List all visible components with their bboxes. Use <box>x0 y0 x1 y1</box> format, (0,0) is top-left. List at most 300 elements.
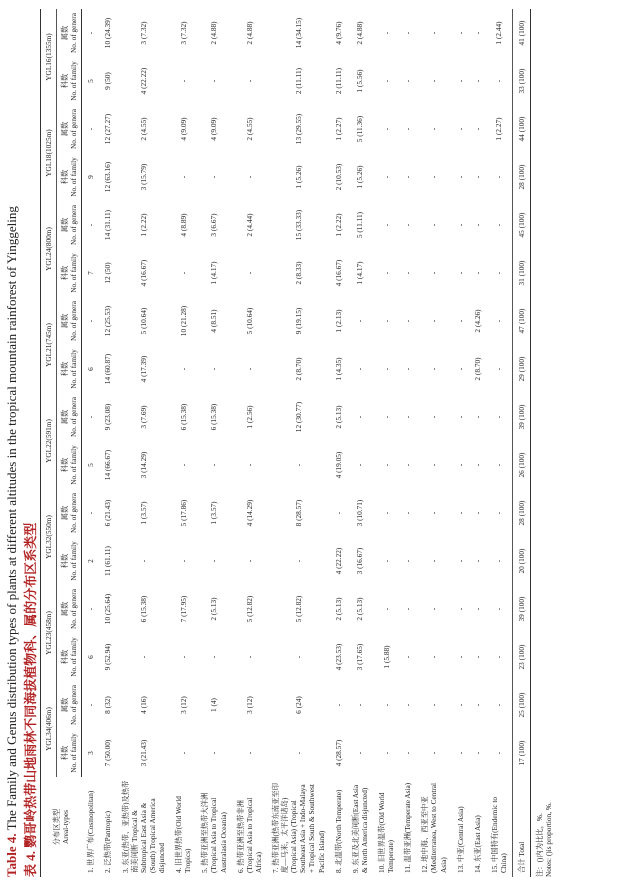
family-count-cell: - <box>429 271 439 275</box>
family-count-cell: 2 (8.70) <box>472 357 482 381</box>
genera-count-cell: 5 (10.64) <box>244 307 254 335</box>
family-count-cell: - <box>472 79 482 83</box>
genera-count-cell: 12 (30.77) <box>293 401 303 433</box>
family-count-cell: - <box>455 367 465 371</box>
genera-count-cell: - <box>429 703 439 707</box>
family-header-en: No. of family <box>69 541 79 581</box>
family-count-cell: - <box>138 559 148 563</box>
family-count-cell: - <box>403 559 413 563</box>
family-count-cell: - <box>429 751 439 755</box>
family-count-cell: 1 (5.26) <box>293 165 303 189</box>
genera-count-cell: 2 (4.88) <box>244 21 254 45</box>
genera-count-cell: - <box>403 511 413 515</box>
areal-type-name: 7. 热带亚洲(热带东南亚至印度—马来，太平洋诸岛) (Tropical Asia) (Tropical Southeast Asia + Indo-Malaya + Tropical South & Southwest Pacific Island) <box>270 783 326 873</box>
genera-count-cell: - <box>381 223 391 227</box>
genera-count-header <box>57 489 82 537</box>
genera-count-cell: 2 (4.44) <box>244 213 254 237</box>
genera-count-cell: 4 (8.51) <box>209 309 219 333</box>
genera-count-cell: - <box>429 319 439 323</box>
family-count-cell: - <box>244 559 254 563</box>
family-count-cell: - <box>381 559 391 563</box>
site-header: YGL34(406m) <box>41 681 57 777</box>
genera-header-zh: 属数 <box>60 217 70 233</box>
family-count-header <box>57 57 82 105</box>
family-count-cell: - <box>429 463 439 467</box>
genera-count-cell: - <box>86 607 96 611</box>
genera-count-cell: 9 (19.15) <box>293 307 303 335</box>
family-count-cell: - <box>403 271 413 275</box>
areal-type-name: 4. 旧世界热带(Old World Tropics) <box>174 796 193 873</box>
family-count-cell: 7 (50.00) <box>103 739 113 767</box>
family-count-cell: - <box>293 751 303 755</box>
genera-count-cell: 3 (7.32) <box>138 21 148 45</box>
family-count-cell: 6 <box>86 655 96 659</box>
family-count-cell: 3 (17.65) <box>355 643 365 671</box>
family-header-zh: 科数 <box>60 553 70 569</box>
areal-type-header-zh: 分布区类型 <box>52 808 62 846</box>
family-count-cell: - <box>244 655 254 659</box>
genera-header-zh: 属数 <box>60 409 70 425</box>
genera-count-cell: - <box>429 223 439 227</box>
genera-count-cell: - <box>86 127 96 131</box>
genera-count-cell: - <box>403 607 413 611</box>
family-count-cell: - <box>494 559 504 563</box>
table-row <box>399 9 416 877</box>
note-chinese: 注：()内为比比，%. <box>535 813 544 877</box>
caption-label-english: Table 4. <box>4 833 19 877</box>
family-header-zh: 科数 <box>60 745 70 761</box>
family-count-cell: 4 (16.67) <box>138 259 148 287</box>
site-header: YGL23(458m) <box>41 585 57 681</box>
genera-count-cell: - <box>86 223 96 227</box>
table-row-total <box>513 9 531 877</box>
genera-count-cell: 44 (100) <box>513 105 531 153</box>
family-count-cell: - <box>178 463 188 467</box>
genera-count-cell: 6 (15.38) <box>178 403 188 431</box>
genera-count-cell: 2 (4.88) <box>355 21 365 45</box>
genera-count-cell: - <box>86 31 96 35</box>
family-count-cell: - <box>138 655 148 659</box>
site-header: YGL16(1355m) <box>41 9 57 105</box>
genera-count-cell: 6 (21.43) <box>103 499 113 527</box>
family-count-cell: - <box>355 751 365 755</box>
family-count-cell: - <box>209 79 219 83</box>
genera-count-cell: - <box>86 415 96 419</box>
family-count-cell: - <box>178 655 188 659</box>
family-count-cell: - <box>494 463 504 467</box>
table-row <box>170 9 196 877</box>
areal-type-name: 14. 东亚(East Asia) <box>472 815 482 873</box>
family-count-cell: - <box>455 655 465 659</box>
family-count-cell: - <box>455 751 465 755</box>
family-header-en: No. of family <box>69 445 79 485</box>
genera-count-cell: - <box>494 703 504 707</box>
family-count-cell: - <box>178 367 188 371</box>
areal-type-name: 2. 泛热带(Pantropic) <box>103 810 113 873</box>
genera-header-en: No. of genera <box>69 13 79 53</box>
header-row-groups <box>41 9 57 877</box>
caption-title-english: The Family and Genus distribution types of plants at different altitudes in the tropical mountain rainforest of Yinggeling <box>4 206 19 831</box>
genera-count-cell: - <box>355 319 365 323</box>
family-count-header <box>57 249 82 297</box>
genera-header-en: No. of genera <box>69 205 79 245</box>
family-count-cell: - <box>244 751 254 755</box>
family-count-cell: - <box>455 79 465 83</box>
genera-count-cell: 14 (34.15) <box>293 17 303 49</box>
genera-count-cell: 8 (32) <box>103 696 113 714</box>
family-header-en: No. of family <box>69 349 79 389</box>
genera-count-cell: - <box>381 607 391 611</box>
family-header-en: No. of family <box>69 61 79 101</box>
family-count-cell: - <box>293 559 303 563</box>
areal-type-name: 3. 东亚(热带、亚热带)及热带南美间断 Tropical & Subtropical East Asia & (South) Tropical America disjuncted <box>120 780 166 873</box>
table-row <box>486 9 513 877</box>
family-count-header <box>57 345 82 393</box>
family-count-cell: - <box>455 463 465 467</box>
genera-count-cell: - <box>355 703 365 707</box>
genera-count-cell: 45 (100) <box>513 201 531 249</box>
areal-type-name: 6. 热带亚洲至热带非洲 (Tropical Asia to Tropical Africa) <box>235 797 263 873</box>
table-row <box>99 9 116 877</box>
table-row <box>196 9 231 877</box>
genera-count-cell: 2 (5.13) <box>355 597 365 621</box>
genera-count-header <box>57 681 82 729</box>
genera-count-header <box>57 297 82 345</box>
family-count-cell: 3 (16.67) <box>355 547 365 575</box>
family-count-cell: - <box>178 559 188 563</box>
areal-type-name: 1. 世界广布(Cosmopolitan) <box>86 790 96 873</box>
areal-type-name: 12. 地中海、西亚至中亚 (Mediterranea, West to Central Asia) <box>420 782 448 873</box>
genera-count-cell: - <box>86 511 96 515</box>
genera-count-cell: - <box>86 319 96 323</box>
table-notes <box>535 802 554 877</box>
family-count-cell: - <box>178 79 188 83</box>
genera-count-cell: - <box>381 319 391 323</box>
genera-count-cell: 2 (4.26) <box>472 309 482 333</box>
family-count-cell: 28 (100) <box>513 153 531 201</box>
genera-count-cell: 2 (4.55) <box>138 117 148 141</box>
genera-count-cell: - <box>429 607 439 611</box>
family-count-cell: - <box>429 559 439 563</box>
family-count-cell: - <box>244 463 254 467</box>
family-count-cell: 2 (11.11) <box>333 67 343 95</box>
genera-count-cell: - <box>403 127 413 131</box>
genera-count-cell: - <box>381 31 391 35</box>
family-count-cell: 1 (5.26) <box>355 165 365 189</box>
family-count-cell: 1 (5.88) <box>381 645 391 669</box>
site-header: YGL18(1025m) <box>41 105 57 201</box>
family-count-cell: 14 (60.87) <box>103 353 113 385</box>
areal-type-name: 11. 温带亚洲(Temperate Asia) <box>403 782 413 873</box>
genera-count-cell: - <box>472 415 482 419</box>
family-count-header <box>57 537 82 585</box>
genera-count-cell: - <box>355 415 365 419</box>
family-header-zh: 科数 <box>60 649 70 665</box>
family-count-cell: 1 (5.56) <box>355 69 365 93</box>
genera-header-en: No. of genera <box>69 685 79 725</box>
table-row <box>82 9 100 877</box>
table-row <box>452 9 469 877</box>
genera-count-cell: 3 (6.67) <box>209 213 219 237</box>
genera-count-cell: - <box>494 607 504 611</box>
family-count-cell: 1 (4.17) <box>209 261 219 285</box>
genera-count-cell: 4 (9.76) <box>333 21 343 45</box>
genera-header-en: No. of genera <box>69 397 79 437</box>
family-count-cell: - <box>403 79 413 83</box>
genera-count-cell: 1 (4) <box>209 698 219 712</box>
family-count-cell: - <box>403 463 413 467</box>
family-count-cell: 4 (19.05) <box>333 451 343 479</box>
family-count-header <box>57 633 82 681</box>
family-count-cell: 26 (100) <box>513 441 531 489</box>
family-count-cell: 3 (15.79) <box>138 163 148 191</box>
family-count-cell: 12 (63.16) <box>103 161 113 193</box>
family-count-cell: 31 (100) <box>513 249 531 297</box>
genera-count-cell: - <box>333 703 343 707</box>
genera-count-cell: - <box>472 703 482 707</box>
site-header: YGL21(745m) <box>41 297 57 393</box>
family-count-cell: 20 (100) <box>513 537 531 585</box>
caption-title-chinese: 鹦哥岭热带山地雨林不同海拔植物科、属的分布区系类型 <box>23 522 38 848</box>
genera-count-cell: 10 (24.39) <box>103 17 113 49</box>
family-header-zh: 科数 <box>60 265 70 281</box>
genera-header-en: No. of genera <box>69 301 79 341</box>
family-count-cell: - <box>209 751 219 755</box>
family-count-header <box>57 153 82 201</box>
genera-count-cell: 3 (12) <box>244 696 254 714</box>
areal-type-name: 15. 中国特有(Endemic to China) <box>489 797 508 873</box>
family-count-cell: - <box>178 751 188 755</box>
family-count-cell: - <box>429 655 439 659</box>
genera-count-cell: - <box>429 415 439 419</box>
genera-count-cell: 1 (2.27) <box>333 117 343 141</box>
table-row <box>373 9 399 877</box>
table-row <box>469 9 486 877</box>
genera-count-cell: - <box>403 31 413 35</box>
genera-count-cell: 5 (12.82) <box>244 595 254 623</box>
genera-count-cell: 4 (9.09) <box>209 117 219 141</box>
genera-count-cell: - <box>494 223 504 227</box>
family-count-cell: - <box>209 463 219 467</box>
genera-count-cell: 12 (25.53) <box>103 305 113 337</box>
family-count-cell: 3 <box>86 751 96 755</box>
genera-count-cell: 39 (100) <box>513 585 531 633</box>
genera-count-cell: 4 (16) <box>138 696 148 714</box>
genera-count-header <box>57 105 82 153</box>
areal-type-header <box>41 777 82 877</box>
genera-count-cell: - <box>403 415 413 419</box>
genera-count-cell: 6 (15.38) <box>209 403 219 431</box>
family-count-cell: - <box>429 367 439 371</box>
genera-count-cell: - <box>403 703 413 707</box>
genera-count-cell: - <box>494 319 504 323</box>
family-count-cell: - <box>494 751 504 755</box>
genera-count-cell: 2 (5.13) <box>333 597 343 621</box>
family-count-cell: - <box>381 79 391 83</box>
family-count-cell: - <box>178 175 188 179</box>
areal-type-name: 5. 热带亚洲至热带大洋洲 (Tropical Asia to Tropical Australasia Oceania) <box>200 792 228 873</box>
genera-count-cell: 2 (5.13) <box>333 405 343 429</box>
family-count-cell: - <box>209 175 219 179</box>
family-count-cell: 4 (17.39) <box>138 355 148 383</box>
family-count-cell: 17 (100) <box>513 729 531 777</box>
family-count-cell: - <box>355 463 365 467</box>
family-count-cell: 4 (22.22) <box>333 547 343 575</box>
genera-count-cell: - <box>403 319 413 323</box>
family-count-cell: 4 (23.53) <box>333 643 343 671</box>
family-count-cell: - <box>178 271 188 275</box>
genera-count-header <box>57 201 82 249</box>
genera-count-cell: - <box>86 703 96 707</box>
table-row <box>347 9 373 877</box>
caption-english <box>4 206 20 877</box>
genera-count-cell: 6 (24) <box>293 696 303 714</box>
genera-count-cell: - <box>494 511 504 515</box>
genera-count-cell: 2 (4.55) <box>244 117 254 141</box>
family-count-cell: - <box>472 463 482 467</box>
genera-count-cell: - <box>494 415 504 419</box>
family-count-cell: 11 (61.11) <box>103 546 113 576</box>
family-count-cell: 9 <box>86 175 96 179</box>
genera-count-cell: 10 (25.64) <box>103 593 113 625</box>
family-count-cell: - <box>381 271 391 275</box>
family-count-cell: 1 (4.35) <box>333 357 343 381</box>
family-count-cell: - <box>429 79 439 83</box>
family-count-cell: 4 (16.67) <box>333 259 343 287</box>
genera-count-cell: 5 (12.82) <box>293 595 303 623</box>
distribution-table <box>40 9 531 877</box>
genera-count-cell: 3 (7.32) <box>178 21 188 45</box>
family-header-en: No. of family <box>69 733 79 773</box>
genera-count-cell: 1 (2.22) <box>333 213 343 237</box>
family-count-cell: - <box>403 175 413 179</box>
table-row <box>416 9 451 877</box>
site-header: YGL32(550m) <box>41 489 57 585</box>
family-count-cell: - <box>403 367 413 371</box>
genera-count-cell: 1 (3.57) <box>138 501 148 525</box>
genera-count-cell: - <box>472 607 482 611</box>
genera-count-cell: - <box>472 127 482 131</box>
family-count-cell: 1 (4.17) <box>355 261 365 285</box>
family-count-cell: 2 <box>86 559 96 563</box>
genera-header-zh: 属数 <box>60 25 70 41</box>
table-row <box>267 9 330 877</box>
caption-chinese <box>20 523 39 877</box>
family-count-cell: - <box>293 463 303 467</box>
caption-label-chinese: 表 4. <box>23 850 38 877</box>
genera-count-cell: - <box>455 415 465 419</box>
genera-count-cell: 1 (2.44) <box>494 21 504 45</box>
family-count-cell: - <box>429 175 439 179</box>
genera-count-header <box>57 585 82 633</box>
family-count-cell: 12 (50) <box>103 262 113 284</box>
genera-header-en: No. of genera <box>69 493 79 533</box>
family-count-header <box>57 441 82 489</box>
genera-count-cell: - <box>455 703 465 707</box>
family-count-cell: 9 (52.94) <box>103 643 113 671</box>
family-count-cell: - <box>494 79 504 83</box>
family-count-cell: - <box>403 655 413 659</box>
note-english: Notes: ()is proportion, %. <box>544 802 554 877</box>
genera-count-cell: 28 (100) <box>513 489 531 537</box>
genera-count-cell: 25 (100) <box>513 681 531 729</box>
family-count-cell: - <box>244 175 254 179</box>
family-count-cell: - <box>381 367 391 371</box>
family-count-cell: 14 (66.67) <box>103 449 113 481</box>
genera-count-cell: - <box>455 511 465 515</box>
genera-count-cell: - <box>455 127 465 131</box>
genera-count-cell: - <box>333 511 343 515</box>
genera-count-cell: 7 (17.95) <box>178 595 188 623</box>
genera-count-cell: 13 (29.55) <box>293 113 303 145</box>
family-count-cell: 33 (100) <box>513 57 531 105</box>
family-count-cell: - <box>472 175 482 179</box>
family-count-cell: - <box>381 463 391 467</box>
family-count-cell: - <box>381 175 391 179</box>
genera-header-zh: 属数 <box>60 313 70 329</box>
family-header-zh: 科数 <box>60 457 70 473</box>
table-row <box>232 9 267 877</box>
family-count-cell: - <box>209 655 219 659</box>
family-count-cell: 7 <box>86 271 96 275</box>
family-count-cell: - <box>381 751 391 755</box>
genera-count-cell: - <box>381 127 391 131</box>
areal-type-name: 10. 旧世界温带(Old World Temperate) <box>376 792 396 873</box>
family-count-cell: - <box>209 367 219 371</box>
genera-count-cell: - <box>381 415 391 419</box>
genera-count-cell: 39 (100) <box>513 393 531 441</box>
genera-count-cell: - <box>429 127 439 131</box>
family-count-cell: - <box>355 367 365 371</box>
family-count-cell: 9 (50) <box>103 72 113 90</box>
genera-count-cell: 5 (11.11) <box>355 211 365 239</box>
genera-count-cell: 12 (27.27) <box>103 113 113 145</box>
genera-count-cell: 5 (11.36) <box>355 115 365 143</box>
areal-type-header-en: Areal-types <box>61 809 71 845</box>
genera-count-cell: 6 (15.38) <box>138 595 148 623</box>
family-count-cell: - <box>244 271 254 275</box>
genera-header-zh: 属数 <box>60 697 70 713</box>
genera-count-cell: - <box>472 31 482 35</box>
family-header-en: No. of family <box>69 253 79 293</box>
family-header-zh: 科数 <box>60 73 70 89</box>
genera-count-cell: - <box>429 31 439 35</box>
site-header: YGL22(591m) <box>41 393 57 489</box>
genera-header-zh: 属数 <box>60 505 70 521</box>
family-count-cell: 4 (28.57) <box>333 739 343 767</box>
areal-type-name: 9. 东亚及北美间断(East Asia & North America disjuncted) <box>350 784 369 873</box>
family-count-cell: 2 (8.70) <box>293 357 303 381</box>
family-count-cell: - <box>244 79 254 83</box>
family-count-cell: 3 (14.29) <box>138 451 148 479</box>
family-count-cell: - <box>494 367 504 371</box>
genera-count-cell: 41 (100) <box>513 9 531 57</box>
genera-count-cell: 3 (12) <box>178 696 188 714</box>
table-body <box>82 9 531 877</box>
family-count-cell: - <box>244 367 254 371</box>
family-count-cell: 4 (22.22) <box>138 67 148 95</box>
family-header-zh: 科数 <box>60 169 70 185</box>
genera-count-cell: 2 (4.88) <box>209 21 219 45</box>
family-count-cell: 2 (11.11) <box>293 67 303 95</box>
family-count-cell: 2 (8.33) <box>293 261 303 285</box>
family-header-en: No. of family <box>69 157 79 197</box>
genera-count-cell: - <box>455 607 465 611</box>
family-count-cell: 23 (100) <box>513 633 531 681</box>
genera-count-cell: - <box>472 223 482 227</box>
genera-count-cell: - <box>455 319 465 323</box>
family-count-cell: 2 (10.53) <box>333 163 343 191</box>
